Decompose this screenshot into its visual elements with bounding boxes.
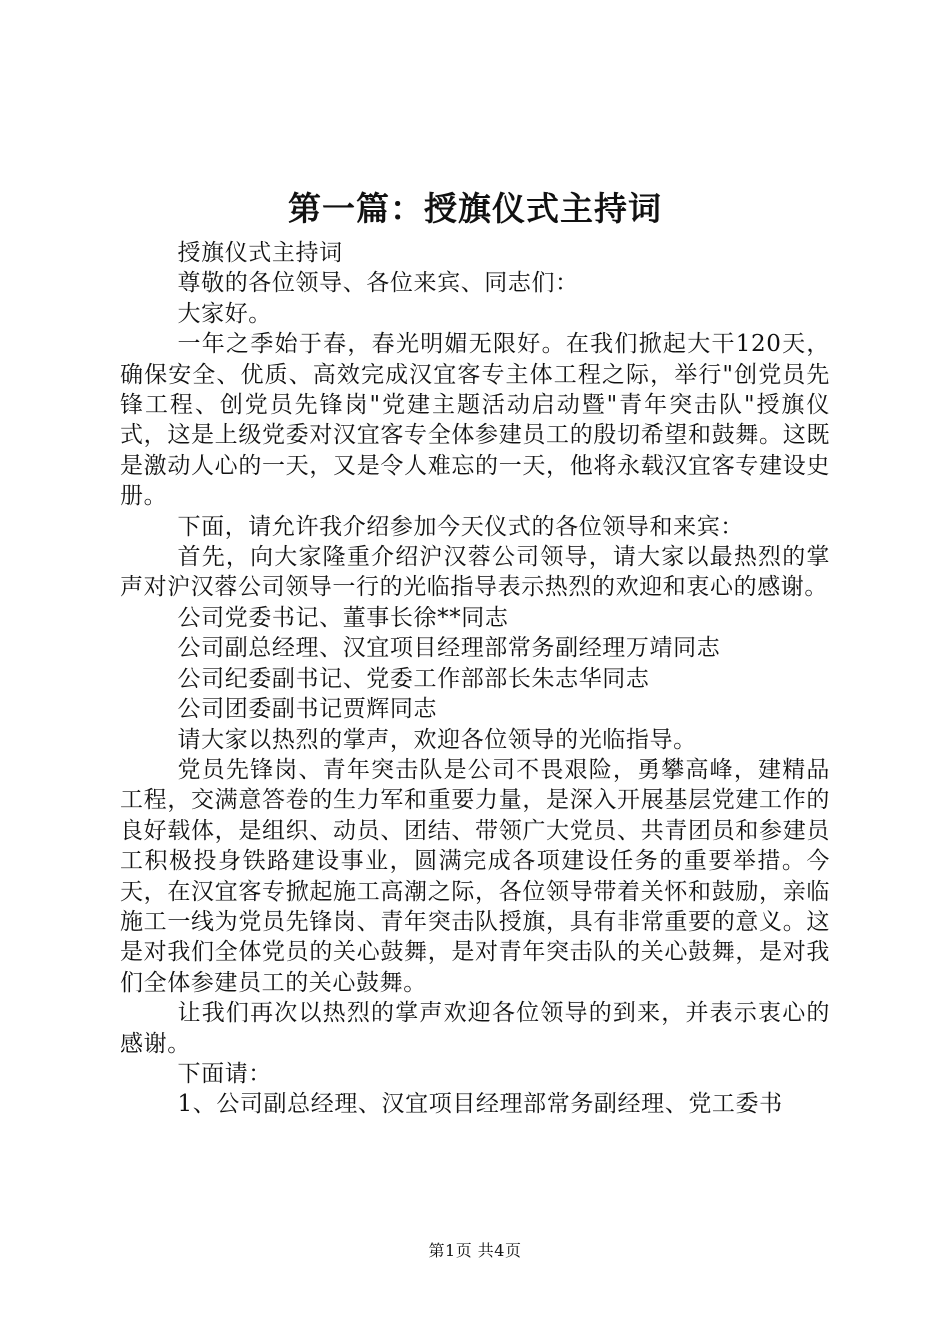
paragraph: 授旗仪式主持词 (177, 240, 343, 266)
document-body (120, 238, 830, 1120)
paragraph: 1、公司副总经理、汉宜项目经理部常务副经理、党工委书 (177, 1091, 783, 1118)
page-indicator: 第1页 共4页 (428, 1241, 522, 1260)
paragraph: 尊敬的各位领导、各位来宾、同志们： (177, 270, 579, 297)
paragraph: 下面，请允许我介绍参加今天仪式的各位领导和来宾： (177, 513, 744, 540)
paragraph: 公司团委副书记贾辉同志 (177, 696, 438, 723)
document-title: 第一篇：授旗仪式主持词 (288, 189, 662, 228)
page-footer (0, 1240, 950, 1262)
paragraph: 党员先锋岗、青年突击队是公司不畏艰险，勇攀高峰，建精品工程，交满意答卷的生力军和重要力量，是深入开展基层党建工作的良好载体，是组织、动员、团结、带领广大党员、共青团员和参建员工积极投身铁路建设事业，圆满完成各项建设任务的重要举措。今天，在汉宜客专掀起施工高潮之际，各位领导带着关怀和鼓励，亲临施工一线为党员先锋岗、青年突击队授旗，具有非常重要的意义。这是对我们全体党员的关心鼓舞，是对青年突击队的关心鼓舞，是对我们全体参建员工的关心鼓舞。 (120, 756, 830, 996)
paragraph: 首先，向大家隆重介绍沪汉蓉公司领导，请大家以最热烈的掌声对沪汉蓉公司领导一行的光临指导表示热烈的欢迎和衷心的感谢。 (120, 544, 830, 601)
paragraph: 大家好。 (177, 300, 272, 327)
paragraph: 让我们再次以热烈的掌声欢迎各位领导的到来，并表示衷心的感谢。 (120, 1000, 830, 1057)
paragraph: 请大家以热烈的掌声，欢迎各位领导的光临指导。 (177, 726, 697, 753)
paragraph: 公司纪委副书记、党委工作部部长朱志华同志 (177, 665, 650, 692)
paragraph: 公司副总经理、汉宜项目经理部常务副经理万靖同志 (177, 635, 721, 662)
paragraph: 公司党委书记、董事长徐**同志 (177, 604, 509, 631)
paragraph: 下面请： (177, 1060, 272, 1087)
paragraph: 一年之季始于春，春光明媚无限好。在我们掀起大干120天，确保安全、优质、高效完成汉宜客专主体工程之际，举行"创党员先锋工程、创党员先锋岗"党建主题活动启动暨"青年突击队"授旗仪式，这是上级党委对汉宜客专全体参建员工的殷切希望和鼓舞。这既是激动人心的一天，又是令人难忘的一天，他将永载汉宜客专建设史册。 (120, 331, 830, 510)
